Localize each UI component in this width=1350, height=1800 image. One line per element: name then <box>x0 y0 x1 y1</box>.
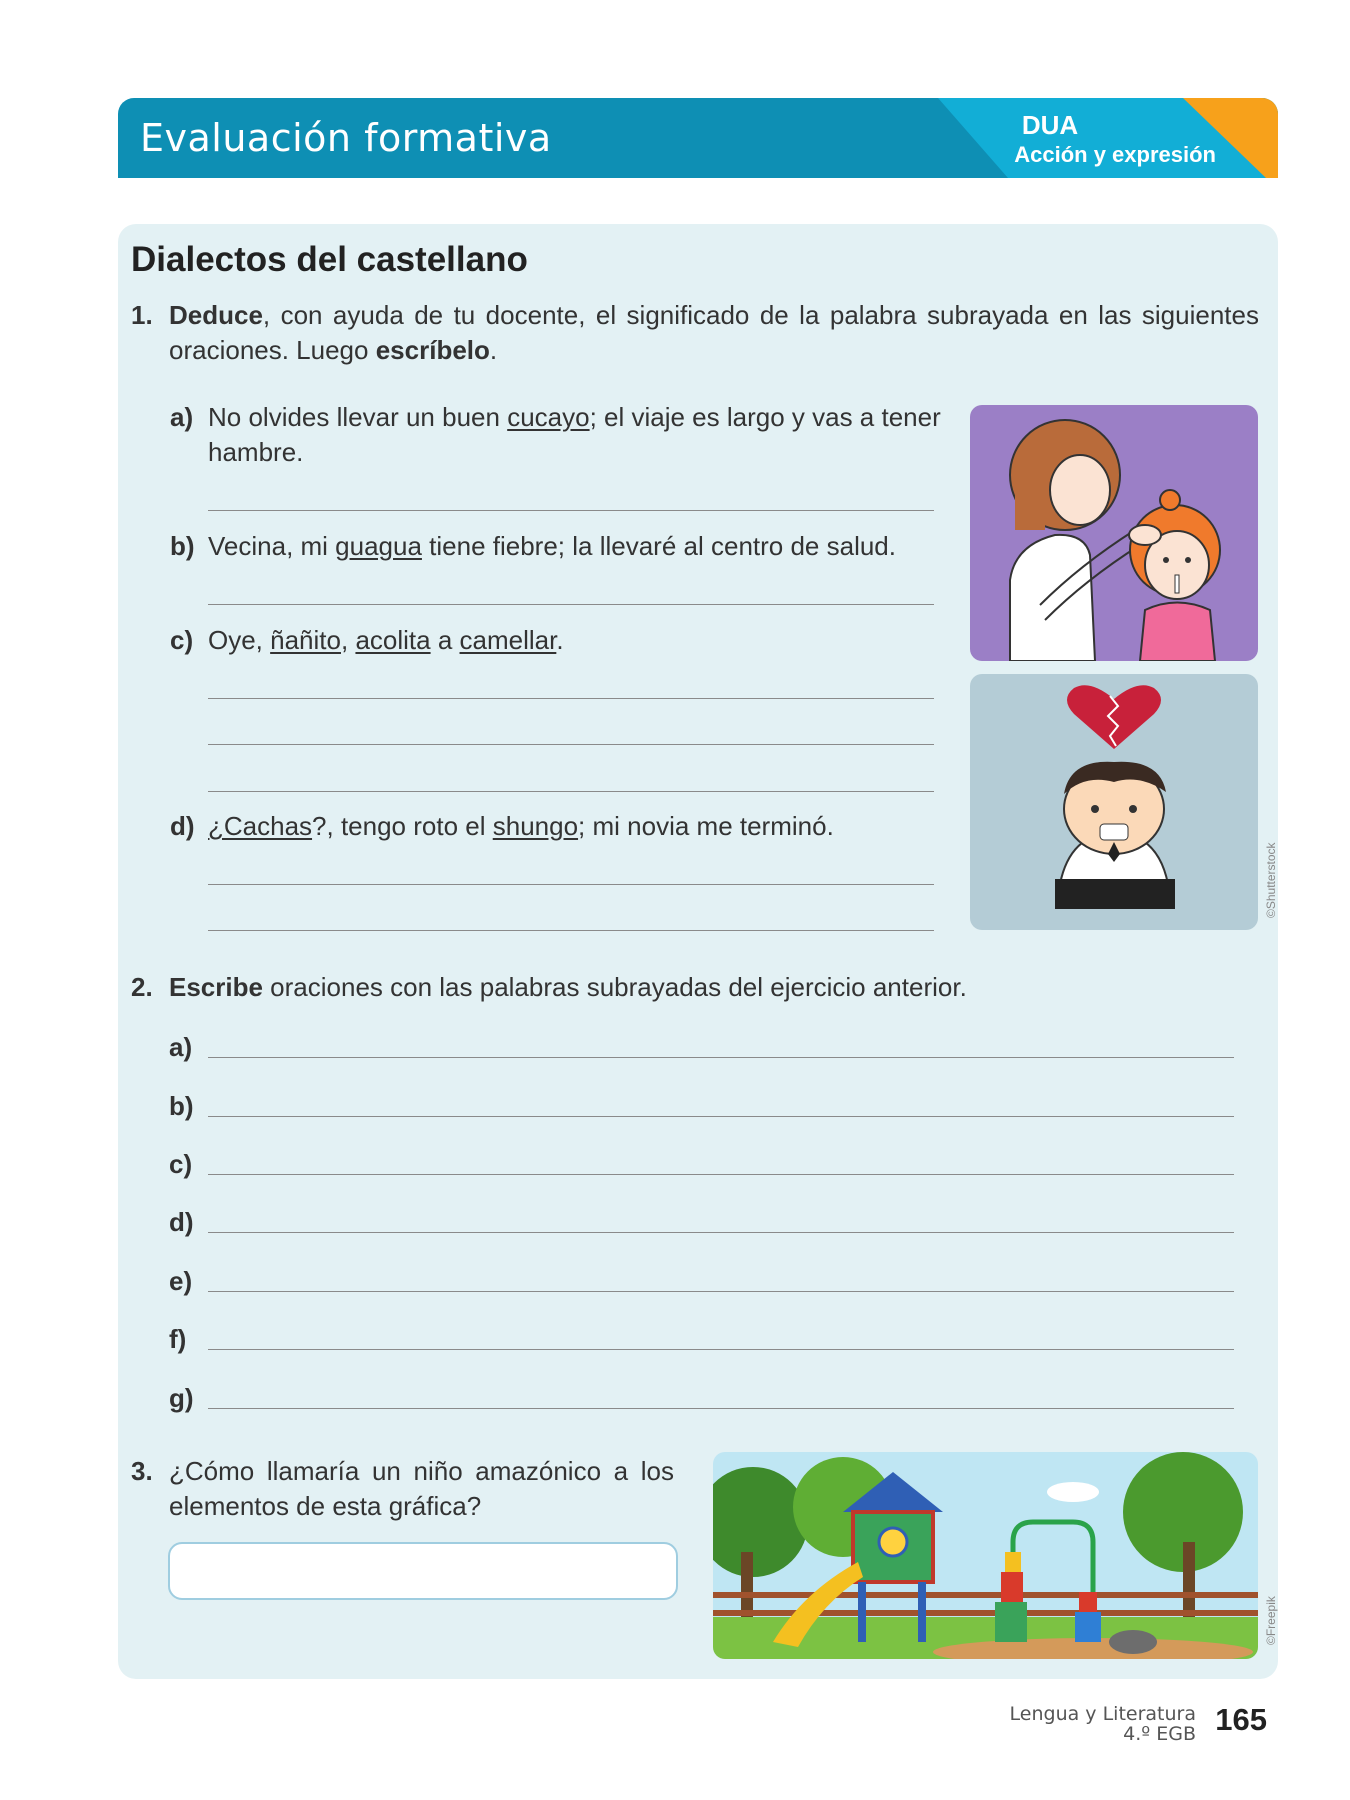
question-1: 1. Deduce, con ayuda de tu docente, el significado de la palabra subrayada en las siguientes oraciones. Luego escríbelo. <box>131 300 1259 365</box>
item-1b: b) Vecina, mi guagua tiene fiebre; la llevaré al centro de salud. <box>170 531 896 561</box>
question-verb: Deduce <box>169 300 263 330</box>
dua-subtitle: Acción y expresión <box>1014 142 1216 167</box>
answer-line[interactable] <box>208 1408 1234 1409</box>
answer-label: c) <box>169 1149 193 1179</box>
item-1d: d) ¿Cachas?, tengo roto el shungo; mi novia me terminó. <box>170 811 834 841</box>
answer-box[interactable] <box>168 1542 678 1600</box>
header-banner <box>118 98 1278 178</box>
answer-line[interactable] <box>208 744 934 745</box>
page-number: 165 <box>1215 1702 1267 1737</box>
underlined-word: ñañito <box>270 625 341 655</box>
answer-line[interactable] <box>208 604 934 605</box>
answer-line[interactable] <box>208 1291 1234 1292</box>
playground-illustration <box>713 1452 1258 1659</box>
answer-line[interactable] <box>208 698 934 699</box>
answer-line[interactable] <box>208 510 934 511</box>
underlined-word: guagua <box>335 531 422 561</box>
answer-label: a) <box>169 1032 193 1062</box>
question-2: 2. Escribe oraciones con las palabras subrayadas del ejercicio anterior. <box>169 970 1259 1005</box>
question-number: 3. <box>131 1456 153 1486</box>
answer-line[interactable] <box>208 1232 1234 1233</box>
image-credit: ©Freepik <box>1264 1596 1278 1645</box>
answer-label: b) <box>169 1091 194 1121</box>
item-1c: c) Oye, ñañito, acolita a camellar. <box>170 625 564 655</box>
answer-line[interactable] <box>208 791 934 792</box>
sick-child-illustration <box>970 405 1258 661</box>
broken-heart-illustration <box>970 674 1258 930</box>
answer-line[interactable] <box>208 1174 1234 1175</box>
footer-subject: Lengua y Literatura 4.º EGB <box>1009 1703 1196 1745</box>
underlined-word: ¿Cachas <box>208 811 313 841</box>
answer-line[interactable] <box>208 1349 1234 1350</box>
underlined-word: camellar <box>459 625 557 655</box>
underlined-word: cucayo <box>507 402 590 432</box>
answer-label: g) <box>169 1383 194 1413</box>
section-title: Dialectos del castellano <box>131 240 528 279</box>
answer-line[interactable] <box>208 1057 1234 1058</box>
playground-drawing <box>713 1452 1258 1659</box>
question-verb: Escribe <box>169 972 263 1002</box>
answer-label: d) <box>169 1207 194 1237</box>
answer-line[interactable] <box>208 884 934 885</box>
underlined-word: shungo <box>492 811 579 841</box>
question-number: 1. <box>131 300 153 330</box>
broken-heart-drawing <box>970 674 1258 930</box>
answer-label: f) <box>169 1324 187 1354</box>
question-3: 3. ¿Cómo llamaría un niño amazónico a los elementos de esta gráfica? <box>131 1456 674 1521</box>
header-title: Evaluación formativa <box>140 116 552 160</box>
sick-child-drawing <box>970 405 1258 661</box>
image-credit: ©Shutterstock <box>1264 842 1278 918</box>
answer-line[interactable] <box>208 1116 1234 1117</box>
question-number: 2. <box>131 972 153 1002</box>
item-1a: a) No olvides llevar un buen cucayo; el viaje es largo y vas a tener hambre. <box>170 402 941 467</box>
dua-title: DUA <box>1021 110 1079 140</box>
underlined-word: acolita <box>355 625 431 655</box>
answer-label: e) <box>169 1266 193 1296</box>
answer-line[interactable] <box>208 930 934 931</box>
